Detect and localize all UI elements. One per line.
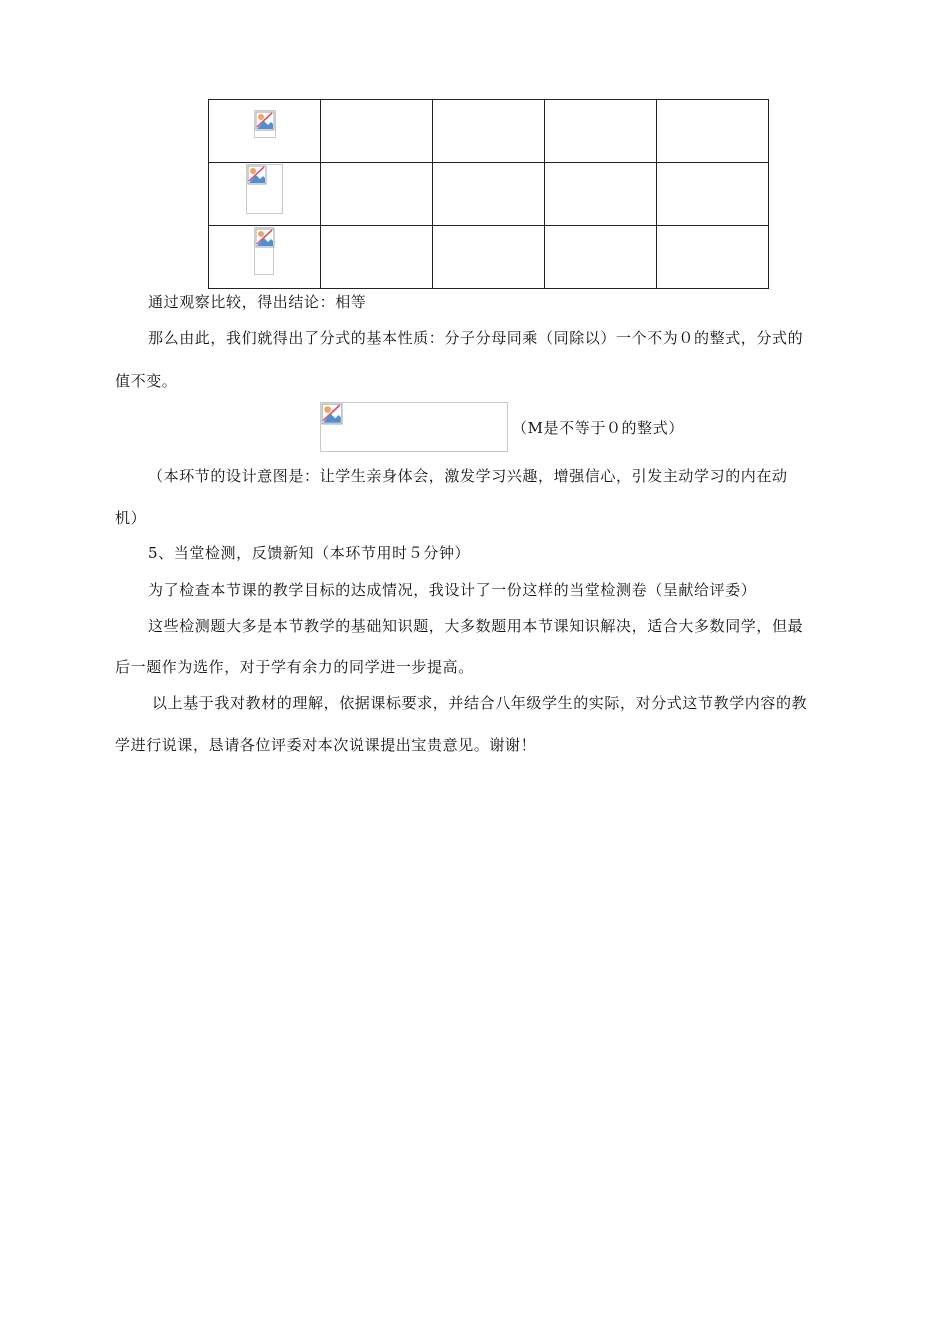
image-placeholder — [254, 227, 274, 275]
broken-image-icon — [255, 111, 275, 131]
formula-note: （M是不等于０的整式） — [512, 419, 684, 437]
property-text-line2: 值不变。 — [115, 372, 178, 390]
questions-paragraph-line1: 这些检测题大多是本节教学的基础知识题，大多数题用本节课知识解决，适合大多数同学，但最 — [148, 617, 804, 635]
table-row — [209, 226, 769, 289]
table-cell — [545, 100, 657, 163]
comparison-table — [208, 99, 769, 289]
broken-image-icon — [247, 165, 267, 185]
table-row — [209, 163, 769, 226]
closing-paragraph-line1: 以上基于我对教材的理解，依据课标要求，并结合八年级学生的实际，对分式这节教学内容的教 — [152, 694, 808, 712]
design-intent-line1: （本环节的设计意图是：让学生亲身体会，激发学习兴趣，增强信心，引发主动学习的内在动 — [148, 467, 788, 485]
table-cell — [433, 163, 545, 226]
table-cell — [433, 226, 545, 289]
table-cell — [657, 226, 769, 289]
property-text-line1: 那么由此，我们就得出了分式的基本性质：分子分母同乘（同除以）一个不为０的整式，分式的 — [148, 329, 804, 347]
broken-image-icon — [255, 228, 275, 248]
image-placeholder — [246, 164, 283, 214]
table-cell — [321, 163, 433, 226]
conclusion-text: 通过观察比较，得出结论：相等 — [148, 293, 367, 311]
questions-paragraph-line2: 后一题作为选作，对于学有余力的同学进一步提高。 — [115, 658, 474, 676]
table-cell — [545, 226, 657, 289]
broken-image-icon — [321, 403, 343, 425]
table-cell — [321, 100, 433, 163]
table-cell — [209, 226, 321, 289]
closing-paragraph-line2: 学进行说课，恳请各位评委对本次说课提出宝贵意见。谢谢！ — [115, 736, 537, 754]
image-placeholder — [254, 110, 276, 138]
formula-image — [320, 402, 508, 452]
section-5-heading: 5、当堂检测，反馈新知（本环节用时５分钟） — [148, 544, 471, 562]
check-paragraph: 为了检查本节课的教学目标的达成情况，我设计了一份这样的当堂检测卷（呈献给评委） — [148, 581, 757, 599]
table-cell — [209, 163, 321, 226]
design-intent-line2: 机） — [115, 509, 147, 527]
table-cell — [657, 163, 769, 226]
table-cell — [321, 226, 433, 289]
table-cell — [209, 100, 321, 163]
table-row — [209, 100, 769, 163]
table-cell — [433, 100, 545, 163]
table-cell — [657, 100, 769, 163]
table-cell — [545, 163, 657, 226]
